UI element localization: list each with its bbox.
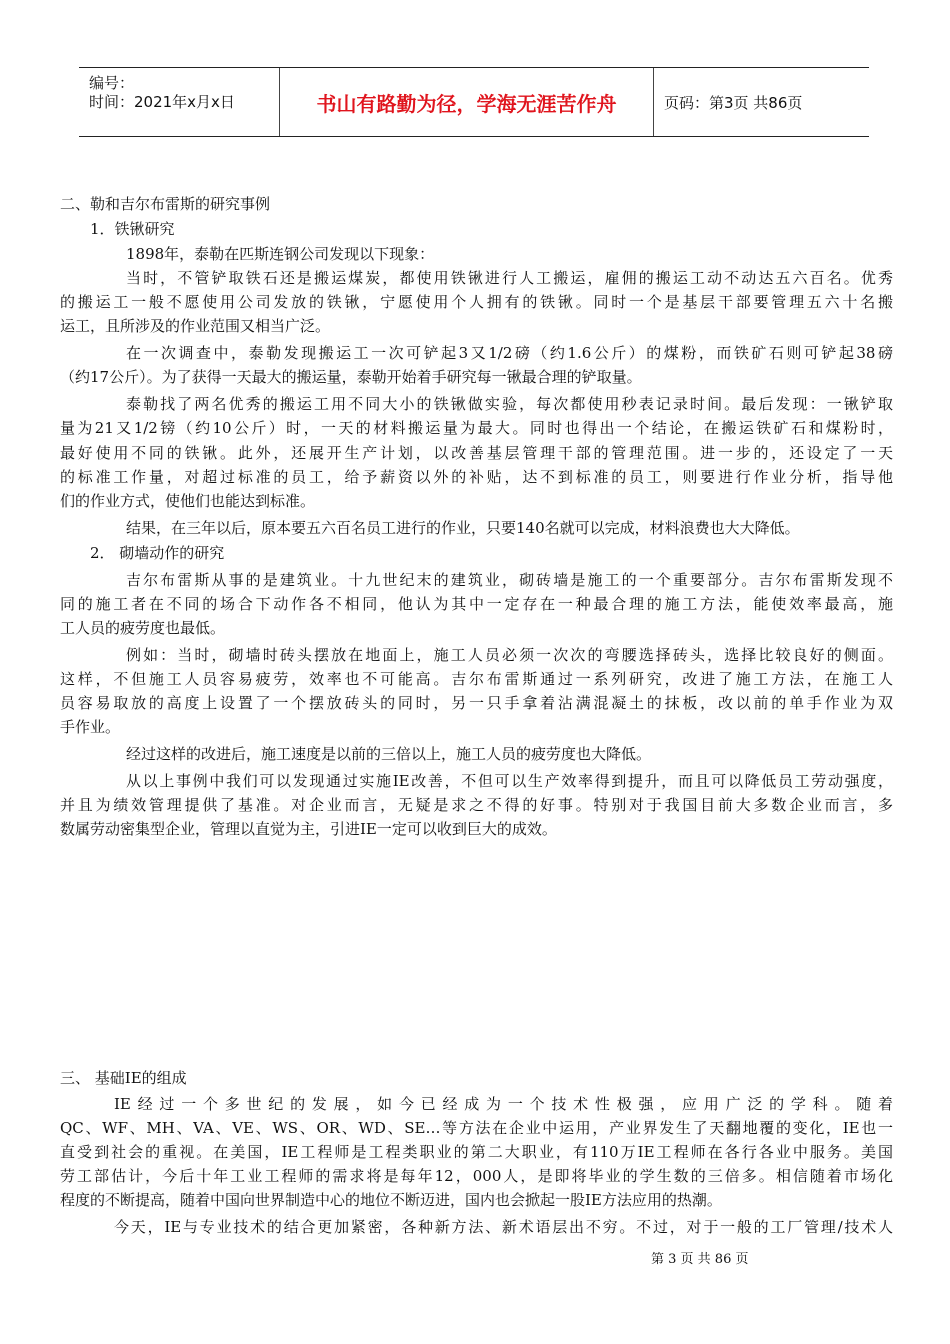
paragraph-line: 同的施工者在不同的场合下动作各不相同，他认为其中一定存在一种最合理的施工方法，能使效率最高，施 — [60, 595, 893, 613]
paragraph-line: 程度的不断提高，随着中国向世界制造中心的地位不断迈进，国内也会掀起一股IE方法应用的热潮。 — [60, 1191, 722, 1209]
paragraph-line: 的标准工作量，对超过标准的员工，给予薪资以外的补贴，达不到标准的员工，则要进行作业分析，指导他 — [60, 468, 893, 486]
paragraph-line: IE经过一个多世纪的发展，如今已经成为一个技术性极强，应用广泛的学科。随着 — [114, 1095, 893, 1113]
paragraph-line: 员容易取放的高度上设置了一个摆放砖头的同时，另一只手拿着沾满混凝土的抹板，改以前的单手作业为双 — [60, 694, 893, 712]
section-heading: 三、 基础IE的组成 — [60, 1069, 187, 1087]
document-time-label: 时间：2021年x月x日 — [89, 93, 235, 111]
paragraph-line: 这样，不但施工人员容易疲劳，效率也不可能高。吉尔布雷斯通过一系列研究，改进了施工方法，在施工人 — [60, 670, 893, 688]
paragraph-line: 在一次调查中，泰勒发现搬运工一次可铲起3又1/2磅（约1.6公斤）的煤粉，而铁矿石则可铲起38磅 — [126, 344, 893, 362]
paragraph-line: 今天，IE与专业技术的结合更加紧密，各种新方法、新术语层出不穷。不过，对于一般的工厂管理/技术人 — [114, 1218, 893, 1236]
paragraph-line: （约17公斤）。为了获得一天最大的搬运量，泰勒开始着手研究每一锹最合理的铲取量。 — [60, 368, 642, 386]
page-footer: 第 3 页 共 86 页 — [651, 1252, 749, 1267]
subsection-heading: 1．铁锹研究 — [90, 220, 175, 238]
section-heading: 二、勒和吉尔布雷斯的研究事例 — [60, 195, 271, 213]
paragraph-line: 当时，不管铲取铁石还是搬运煤炭，都使用铁锹进行人工搬运，雇佣的搬运工动不动达五六百名。优秀 — [126, 269, 893, 287]
paragraph-line: 经过这样的改进后，施工速度是以前的三倍以上，施工人员的疲劳度也大降低。 — [126, 745, 652, 763]
paragraph-line: QC、WF、MH、VA、VE、WS、OR、WD、SE…等方法在企业中运用，产业界发生了天翻地覆的变化，IE也一 — [60, 1119, 893, 1137]
paragraph-line: 吉尔布雷斯从事的是建筑业。十九世纪末的建筑业，砌砖墙是施工的一个重要部分。吉尔布雷斯发现不 — [126, 571, 893, 589]
paragraph-line: 数属劳动密集型企业，管理以直觉为主，引进IE一定可以收到巨大的成效。 — [60, 820, 557, 838]
paragraph-line: 最好使用不同的铁锹。此外，还展开生产计划，以改善基层管理干部的管理范围。进一步的，还设定了一天 — [60, 444, 893, 462]
paragraph-line: 例如：当时，砌墙时砖头摆放在地面上，施工人员必须一次次的弯腰选择砖头，选择比较良好的侧面。 — [126, 646, 893, 664]
document-number-label: 编号： — [89, 74, 135, 92]
header-page-info: 页码：第3页 共86页 — [664, 93, 803, 112]
header-table — [79, 67, 869, 137]
paragraph-line: 工人员的疲劳度也最低。 — [60, 619, 226, 637]
paragraph-line: 结果，在三年以后，原本要五六百名员工进行的作业，只要140名就可以完成，材料浪费也大大降低。 — [126, 519, 800, 537]
header-motto: 书山有路勤为径，学海无涯苦作舟 — [280, 68, 654, 136]
paragraph-line: 泰勒找了两名优秀的搬运工用不同大小的铁锹做实验，每次都使用秒表记录时间。最后发现：一锹铲取 — [126, 395, 893, 413]
paragraph-line: 1898年，泰勒在匹斯连钢公司发现以下现象： — [126, 245, 435, 263]
paragraph-line: 劳工部估计，今后十年工业工程师的需求将是每年12，000人，是即将毕业的学生数的三倍多。相信随着市场化 — [60, 1167, 893, 1185]
paragraph-line: 手作业。 — [60, 718, 121, 736]
subsection-heading: 2． 砌墙动作的研究 — [90, 544, 225, 562]
paragraph-line: 并且为绩效管理提供了基准。对企业而言，无疑是求之不得的好事。特别对于我国目前大多数企业而言，多 — [60, 796, 893, 814]
paragraph-line: 从以上事例中我们可以发现通过实施IE改善，不但可以生产效率得到提升，而且可以降低员工劳动强度， — [126, 772, 893, 790]
paragraph-line: 运工，且所涉及的作业范围又相当广泛。 — [60, 317, 331, 335]
paragraph-line: 直受到社会的重视。在美国，IE工程师是工程类职业的第二大职业，有110万IE工程师在各行各业中服务。美国 — [60, 1143, 893, 1161]
header-meta-cell — [79, 68, 280, 136]
paragraph-line: 们的作业方式，使他们也能达到标准。 — [60, 492, 316, 510]
paragraph-line: 量为21又1/2镑（约10公斤）时，一天的材料搬运量为最大。同时也得出一个结论，在搬运铁矿石和煤粉时， — [60, 419, 893, 437]
paragraph-line: 的搬运工一般不愿使用公司发放的铁锹，宁愿使用个人拥有的铁锹。同时一个是基层干部要管理五六十名搬 — [60, 293, 893, 311]
